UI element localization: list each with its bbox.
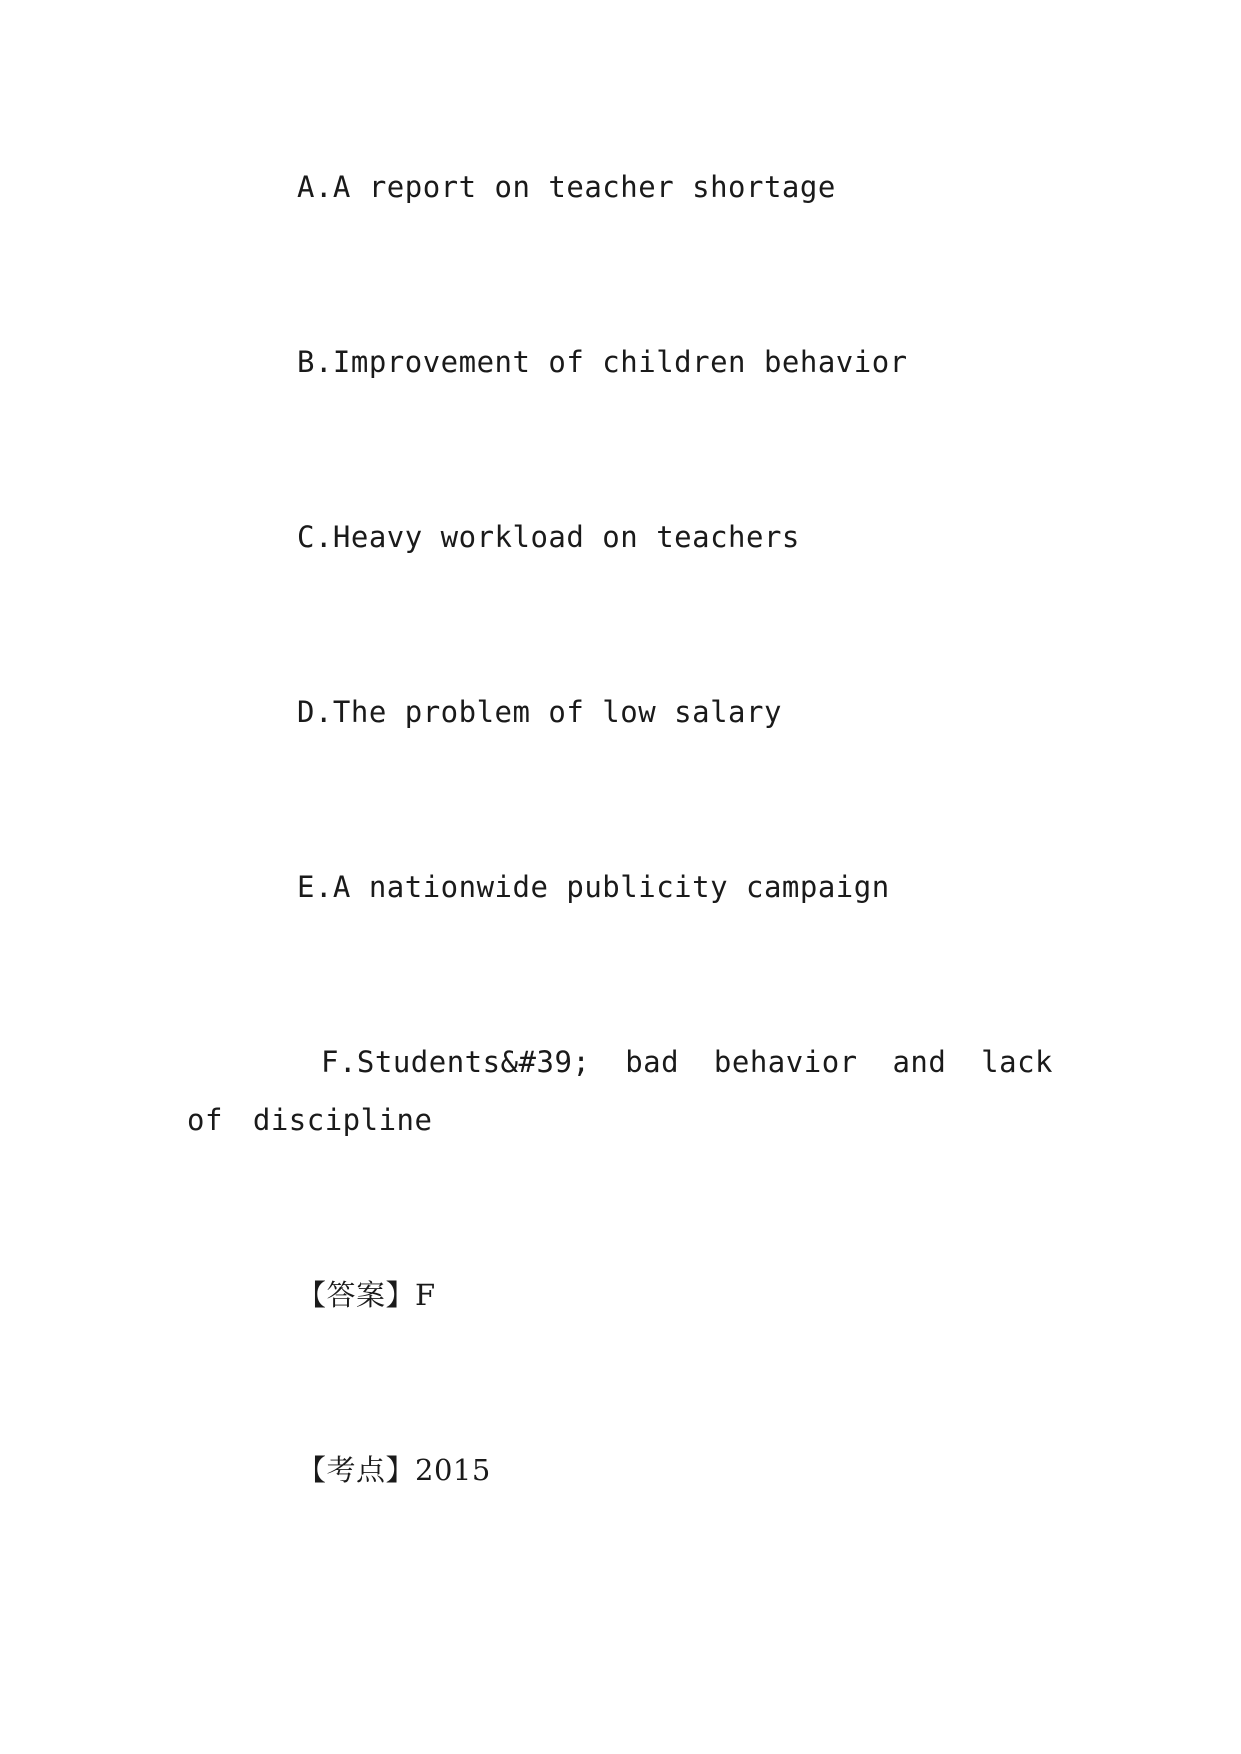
option-e: E.A nationwide publicity campaign xyxy=(297,870,890,904)
option-b: B.Improvement of children behavior xyxy=(297,345,908,379)
option-d: D.The problem of low salary xyxy=(297,695,782,729)
option-a: A.A report on teacher shortage xyxy=(297,170,836,204)
option-f: F.Students&#39; bad behavior and lack of discipline xyxy=(187,1045,1053,1137)
exam-point-line: 【考点】2015 xyxy=(297,1453,491,1487)
option-c: C.Heavy workload on teachers xyxy=(297,520,800,554)
answer-line: 【答案】F xyxy=(297,1278,436,1312)
